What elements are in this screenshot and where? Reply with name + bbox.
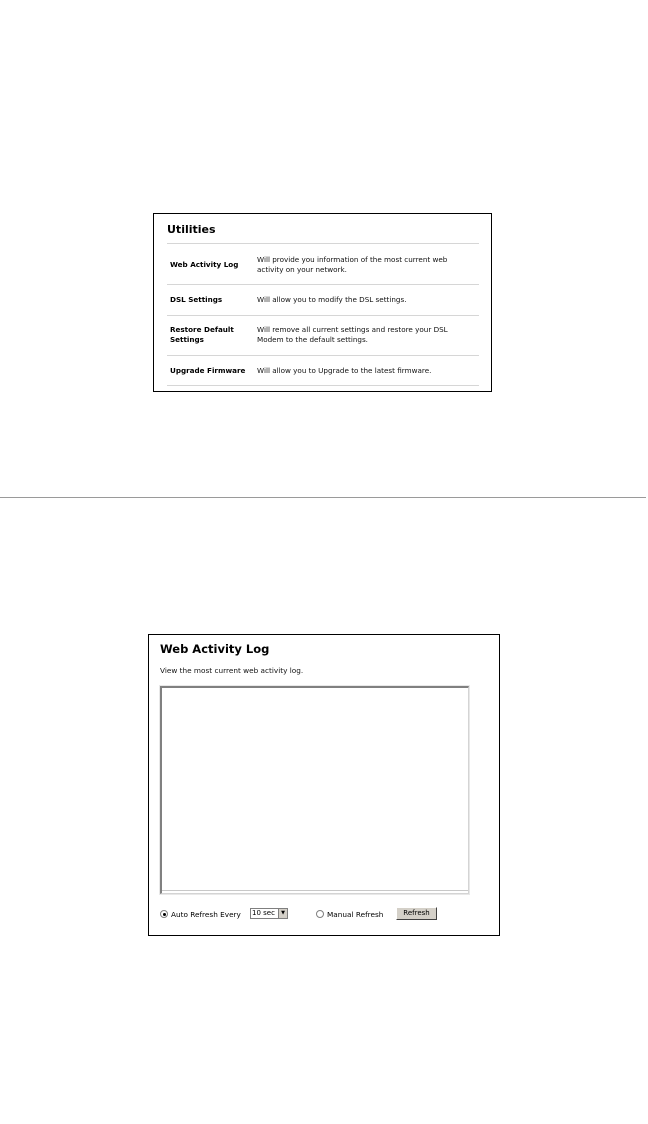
utility-row-dsl-settings[interactable] xyxy=(170,290,479,309)
utility-row-upgrade-firmware[interactable] xyxy=(170,362,479,379)
web-activity-log-panel xyxy=(148,634,500,936)
utilities-divider xyxy=(167,315,479,316)
chevron-down-icon[interactable]: ▼ xyxy=(278,909,287,918)
utility-description: Will allow you to Upgrade to the latest firmware. xyxy=(257,365,432,375)
utility-label[interactable]: Web Activity Log xyxy=(170,259,239,269)
refresh-interval-value: 10 sec xyxy=(252,909,275,917)
utility-description: Will allow you to modify the DSL settings. xyxy=(257,294,407,304)
page-divider xyxy=(0,497,646,498)
utility-label[interactable]: Upgrade Firmware xyxy=(170,365,246,375)
utilities-divider xyxy=(167,355,479,356)
utility-description: Will remove all current settings and restore your DSL Modem to the default settings. xyxy=(257,324,448,344)
refresh-button[interactable]: Refresh xyxy=(396,907,437,920)
utility-row-web-activity-log[interactable] xyxy=(170,251,479,278)
refresh-interval-select[interactable] xyxy=(250,908,288,919)
utility-row-restore-default-settings[interactable] xyxy=(170,322,479,347)
log-box-inner-edge xyxy=(162,890,468,891)
utilities-divider xyxy=(167,385,479,386)
auto-refresh-radio[interactable] xyxy=(160,910,168,918)
web-activity-log-description: View the most current web activity log. xyxy=(160,666,304,675)
auto-refresh-label: Auto Refresh Every xyxy=(171,910,241,919)
refresh-controls xyxy=(160,908,490,922)
utilities-divider xyxy=(167,284,479,285)
utilities-panel xyxy=(153,213,492,392)
utility-description: Will provide you information of the most current web activity on your network. xyxy=(257,254,448,274)
utilities-title: Utilities xyxy=(167,223,216,236)
manual-refresh-label: Manual Refresh xyxy=(327,910,384,919)
utility-label[interactable]: Restore Default Settings xyxy=(170,324,234,344)
utilities-divider xyxy=(167,243,479,244)
web-activity-log-title: Web Activity Log xyxy=(160,642,270,656)
activity-log-textarea[interactable] xyxy=(160,686,469,894)
utility-label[interactable]: DSL Settings xyxy=(170,294,223,304)
manual-refresh-radio[interactable] xyxy=(316,910,324,918)
